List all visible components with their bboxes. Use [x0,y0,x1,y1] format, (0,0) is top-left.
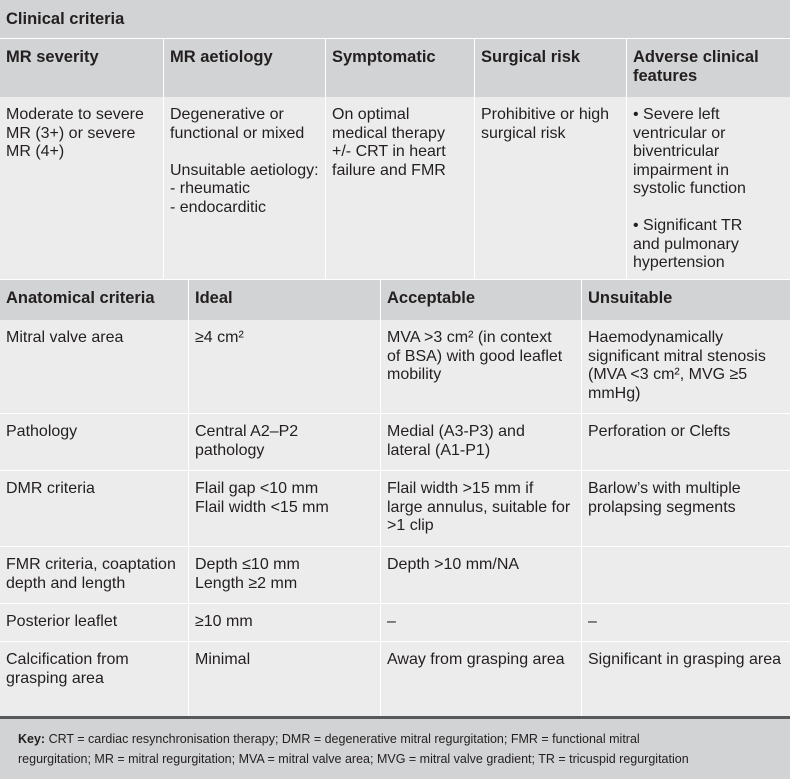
criteria-cell [0,642,189,718]
header-anatomical-criteria: Anatomical criteria [0,280,189,320]
aetiology-line: Degenerative or [170,106,284,123]
acceptable-cell [381,471,582,547]
ideal-cell [189,604,381,642]
key-footnote [0,719,790,779]
criteria-line: grasping area [6,669,104,687]
criteria-line: FMR criteria, coaptation [6,556,176,573]
acceptable-line: >1 clip [387,517,434,534]
unsuitable-cell [582,547,790,604]
acceptable-line: of BSA) with good leaflet [387,347,563,365]
unsuitable-line: Haemodynamically [588,329,724,346]
ideal-cell [189,547,381,604]
unsuitable-cell [582,642,790,718]
acceptable-line: Flail width >15 mm if [387,480,534,497]
table-row [0,547,790,604]
acceptable-line: large annulus, suitable for [387,498,571,516]
criteria-cell [0,320,189,414]
criteria-cell [0,604,189,642]
symptomatic-line: failure and FMR [332,161,446,179]
criteria-cell [0,471,189,547]
adverse-line: and pulmonary [633,235,739,253]
clinical-header-row [0,39,790,97]
adverse-line: • Significant TR [633,217,743,234]
table-row [0,414,790,471]
header-unsuitable: Unsuitable [582,280,790,320]
adverse-line: hypertension [633,254,725,271]
criteria-line: depth and length [6,574,126,592]
criteria-line: Mitral valve area [6,329,124,346]
mr-aetiology-cell [164,97,326,280]
criteria-line: Calcification from [6,651,129,668]
symptomatic-line: +/- CRT in heart [332,143,446,160]
ideal-line: ≥10 mm [195,613,253,630]
ideal-cell [189,471,381,547]
surgical-risk-cell [475,97,627,280]
mr-severity-cell [0,97,164,280]
symptomatic-cell [326,97,475,280]
adverse-line: impairment in [633,161,730,179]
table-row [0,642,790,718]
adverse-line: systolic function [633,180,746,197]
unsuitable-line: mmHg) [588,384,641,402]
severity-line: MR (4+) [6,143,65,160]
acceptable-line: Away from grasping area [387,651,565,668]
acceptable-cell [381,604,582,642]
key-lead: Key: [18,732,46,746]
clinical-content-row [0,97,790,280]
unsuitable-line: – [588,613,597,630]
criteria-cell [0,547,189,604]
adverse-line: • Severe left [633,106,720,123]
ideal-line: ≥4 cm² [195,329,244,346]
ideal-line: Flail gap <10 mm [195,480,319,497]
unsuitable-cell [582,604,790,642]
ideal-cell [189,642,381,718]
ideal-cell [189,320,381,414]
surgical-risk-line: surgical risk [481,124,566,142]
acceptable-cell [381,642,582,718]
criteria-line: Posterior leaflet [6,613,118,630]
acceptable-line: Depth >10 mm/NA [387,556,520,573]
unsuitable-aetiology-line: - rheumatic [170,180,251,197]
symptomatic-line: medical therapy [332,124,445,142]
acceptable-line: lateral (A1-P1) [387,441,491,459]
unsuitable-line: (MVA <3 cm², MVG ≥5 [588,366,748,383]
ideal-line: pathology [195,441,265,459]
anatomical-header-row [0,280,790,320]
severity-line: MR (3+) or severe [6,124,136,142]
acceptable-line: MVA >3 cm² (in context [387,329,552,346]
clinical-criteria-title-text: Clinical criteria [6,10,125,28]
header-mr-severity: MR severity [0,39,164,97]
header-ideal: Ideal [189,280,381,320]
criteria-line: Pathology [6,423,78,440]
table-row [0,604,790,642]
unsuitable-aetiology-line: - endocarditic [170,198,267,216]
key-text-1: CRT = cardiac resynchronisation therapy; DMR = degenerative mitral regurgitation; FMR = functional mitral [45,732,640,746]
ideal-line: Central A2–P2 [195,423,299,440]
unsuitable-aetiology-line: Unsuitable aetiology: [170,161,319,179]
acceptable-line: – [387,613,396,630]
adverse-line: ventricular or [633,124,726,142]
unsuitable-line: significant mitral stenosis [588,347,766,365]
ideal-line: Length ≥2 mm [195,574,298,592]
adverse-features-cell [627,97,790,280]
acceptable-cell [381,547,582,604]
header-acceptable: Acceptable [381,280,582,320]
header-adverse-features: Adverse clinical features [627,39,790,97]
clinical-criteria-title [0,0,790,39]
aetiology-line: functional or mixed [170,124,305,142]
unsuitable-line: Barlow’s with multiple [588,480,741,497]
header-mr-aetiology: MR aetiology [164,39,326,97]
ideal-line: Flail width <15 mm [195,498,329,516]
ideal-cell [189,414,381,471]
surgical-risk-line: Prohibitive or high [481,106,610,123]
adverse-line: biventricular [633,143,720,160]
acceptable-line: mobility [387,366,442,383]
acceptable-line: Medial (A3-P3) and [387,423,525,440]
severity-line: Moderate to severe [6,106,144,123]
unsuitable-cell [582,414,790,471]
key-line-1 [18,729,772,749]
unsuitable-cell [582,320,790,414]
ideal-line: Minimal [195,651,251,668]
key-text-2: regurgitation; MR = mitral regurgitation; MVA = mitral valve area; MVG = mitral valve gradient; TR = tricuspid regurgitation [18,752,689,766]
criteria-line: DMR criteria [6,480,95,497]
criteria-cell [0,414,189,471]
unsuitable-line: prolapsing segments [588,498,736,516]
unsuitable-line: Perforation or Clefts [588,423,731,440]
unsuitable-line: Significant in grasping area [588,651,782,668]
table-row [0,471,790,547]
ideal-line: Depth ≤10 mm [195,556,300,573]
symptomatic-line: On optimal [332,106,410,123]
unsuitable-cell [582,471,790,547]
header-surgical-risk: Surgical risk [475,39,627,97]
acceptable-cell [381,320,582,414]
acceptable-cell [381,414,582,471]
table-row [0,320,790,414]
header-symptomatic: Symptomatic [326,39,475,97]
